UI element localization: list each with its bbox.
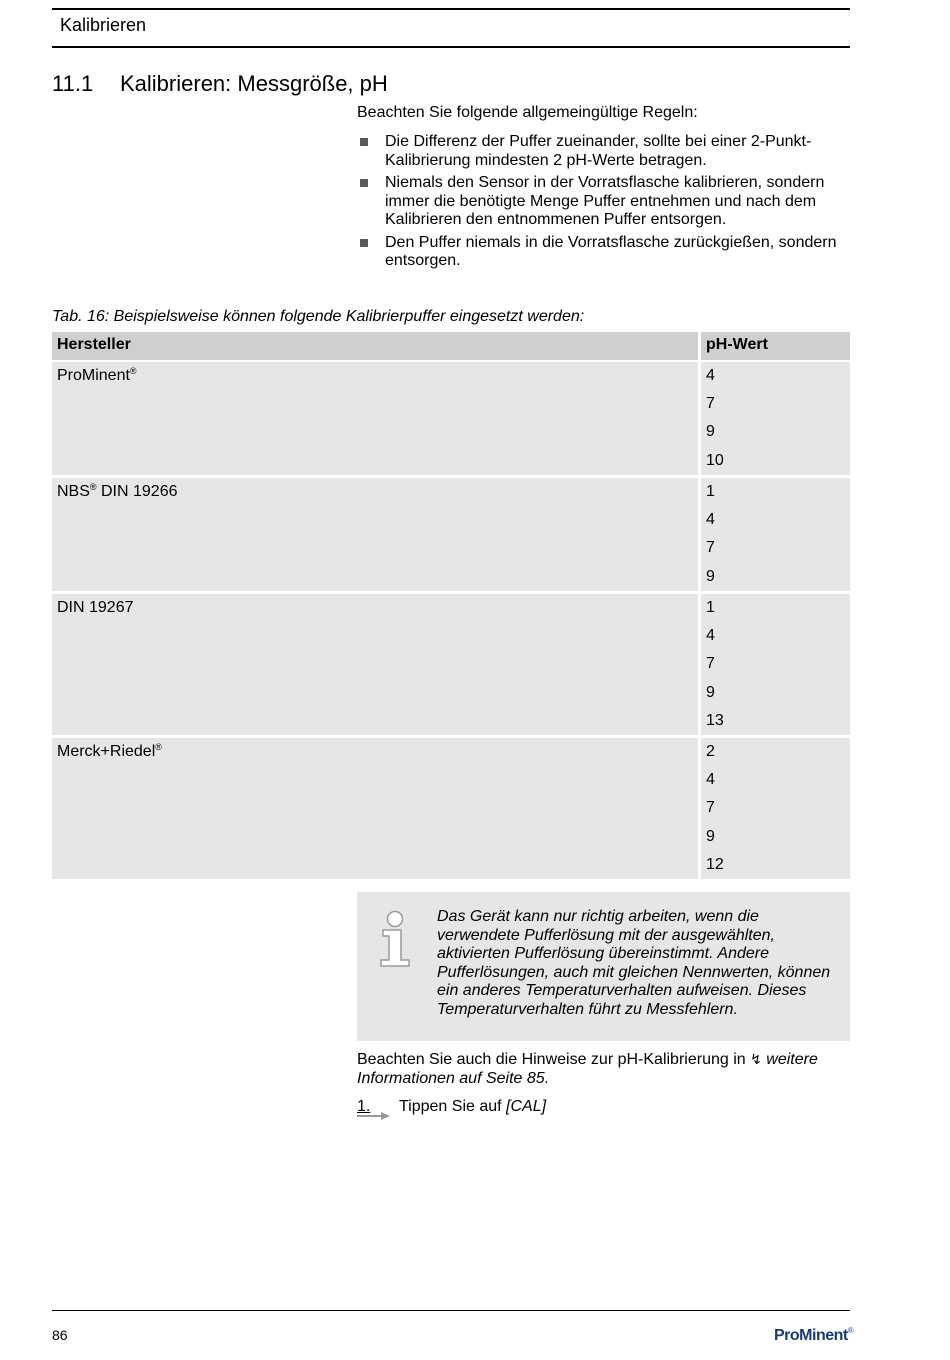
- instruction-step: [357, 1098, 547, 1116]
- ph-value: 10: [706, 451, 724, 469]
- prominent-logo: [774, 1327, 853, 1345]
- step-text: Tippen Sie auf: [399, 1098, 502, 1115]
- table-row-values: [701, 594, 850, 735]
- step-text-wrap: [399, 1098, 546, 1116]
- table-caption: Tab. 16: Beispielsweise können folgende Kalibrierpuffer eingesetzt werden:: [52, 308, 585, 325]
- running-header: Kalibrieren: [60, 15, 147, 35]
- page-number: 86: [52, 1327, 68, 1343]
- list-item: [357, 174, 850, 230]
- table-row-manufacturer: [52, 478, 698, 591]
- ph-value: 4: [706, 511, 715, 529]
- rule-text: Niemals den Sensor in der Vorratsflasche kalibrieren, sondern immer die benötigte Menge Puffer entnehmen und nach dem Kalibrieren den entnommenen Puffer entsorgen.: [385, 174, 825, 228]
- hint-end: .: [544, 1069, 550, 1087]
- header-bottom-rule: [52, 46, 850, 48]
- ph-value: 1: [706, 599, 715, 616]
- table-row-manufacturer: [52, 362, 698, 475]
- table-row-values: [701, 362, 850, 475]
- rule-text: Die Differenz der Puffer zueinander, sollte bei einer 2-Punkt-Kalibrierung mindesten 2 pH-Werte betragen.: [385, 133, 812, 169]
- footer-rule: [52, 1310, 850, 1311]
- ph-value: 7: [706, 539, 715, 557]
- hint-text: Beachten Sie auch die Hinweise zur pH-Kalibrierung in: [357, 1051, 746, 1068]
- ph-value: 4: [706, 771, 715, 789]
- ph-value: 9: [706, 827, 715, 845]
- step-number: 1.: [357, 1098, 371, 1115]
- intro-text: Beachten Sie folgende allgemeingültige Regeln:: [357, 104, 698, 121]
- manufacturer-name: DIN 19267: [57, 599, 134, 616]
- logo-mark: ®: [847, 1326, 854, 1335]
- page-reference-link[interactable]: weitere Informationen auf Seite 85: [357, 1051, 818, 1087]
- hint-paragraph: [357, 1050, 850, 1088]
- ph-value: 12: [706, 855, 724, 873]
- list-item: [357, 234, 850, 271]
- ph-value: 7: [706, 799, 715, 817]
- ph-value: 2: [706, 743, 715, 760]
- reference-arrow-icon: ↯: [750, 1051, 762, 1067]
- table-header-manufacturer: [52, 332, 698, 360]
- info-icon: [379, 910, 415, 968]
- ph-value: 9: [706, 423, 715, 441]
- table-row-values: [701, 738, 850, 879]
- section-title: Kalibrieren: Messgröße, pH: [120, 71, 388, 96]
- header-top-rule: [52, 8, 850, 10]
- rule-text: Den Puffer niemals in die Vorratsflasche zurückgießen, sondern entsorgen.: [385, 233, 837, 269]
- table-row-values: [701, 478, 850, 591]
- square-bullet-icon: [360, 179, 368, 187]
- square-bullet-icon: [360, 239, 368, 247]
- manufacturer-name: Merck+Riedel: [57, 743, 156, 760]
- header-label: Hersteller: [57, 336, 131, 353]
- ph-value: 13: [706, 711, 724, 729]
- logo-text: ProMinent: [774, 1327, 848, 1344]
- manufacturer-name: NBS: [57, 483, 90, 500]
- note-text: Das Gerät kann nur richtig arbeiten, wenn die verwendete Pufferlösung mit der ausgewählten, aktivierten Pufferlösung übereinstimmt. Andere Pufferlösungen, auch mit gleichen Nennwerten, können ein anderes Temperaturverhalten aufweisen. Dieses Temperaturverhalten führt zu Messfehlern.: [437, 908, 831, 1018]
- ph-value: 7: [706, 395, 715, 413]
- square-bullet-icon: [360, 138, 368, 146]
- manufacturer-suffix: DIN 19266: [96, 483, 178, 500]
- table-header-ph: [701, 332, 850, 360]
- table-row-manufacturer: [52, 594, 698, 735]
- step-arrow-icon: [357, 1112, 391, 1120]
- section-number: 11.1: [52, 71, 94, 96]
- registered-mark: ®: [129, 366, 137, 376]
- registered-mark: ®: [89, 482, 97, 492]
- header-label: pH-Wert: [706, 336, 768, 353]
- table-row-manufacturer: [52, 738, 698, 879]
- rules-list: [357, 133, 850, 275]
- ph-value: 9: [706, 683, 715, 701]
- step-key: [CAL]: [506, 1098, 547, 1115]
- ph-value: 7: [706, 655, 715, 673]
- registered-mark: ®: [155, 742, 162, 752]
- ph-value: 9: [706, 567, 715, 585]
- ph-value: 4: [706, 367, 715, 384]
- manufacturer-name: ProMinent: [57, 367, 130, 384]
- info-note: [357, 892, 850, 1041]
- ph-value: 1: [706, 483, 715, 500]
- ph-value: 4: [706, 627, 715, 645]
- list-item: [357, 133, 850, 170]
